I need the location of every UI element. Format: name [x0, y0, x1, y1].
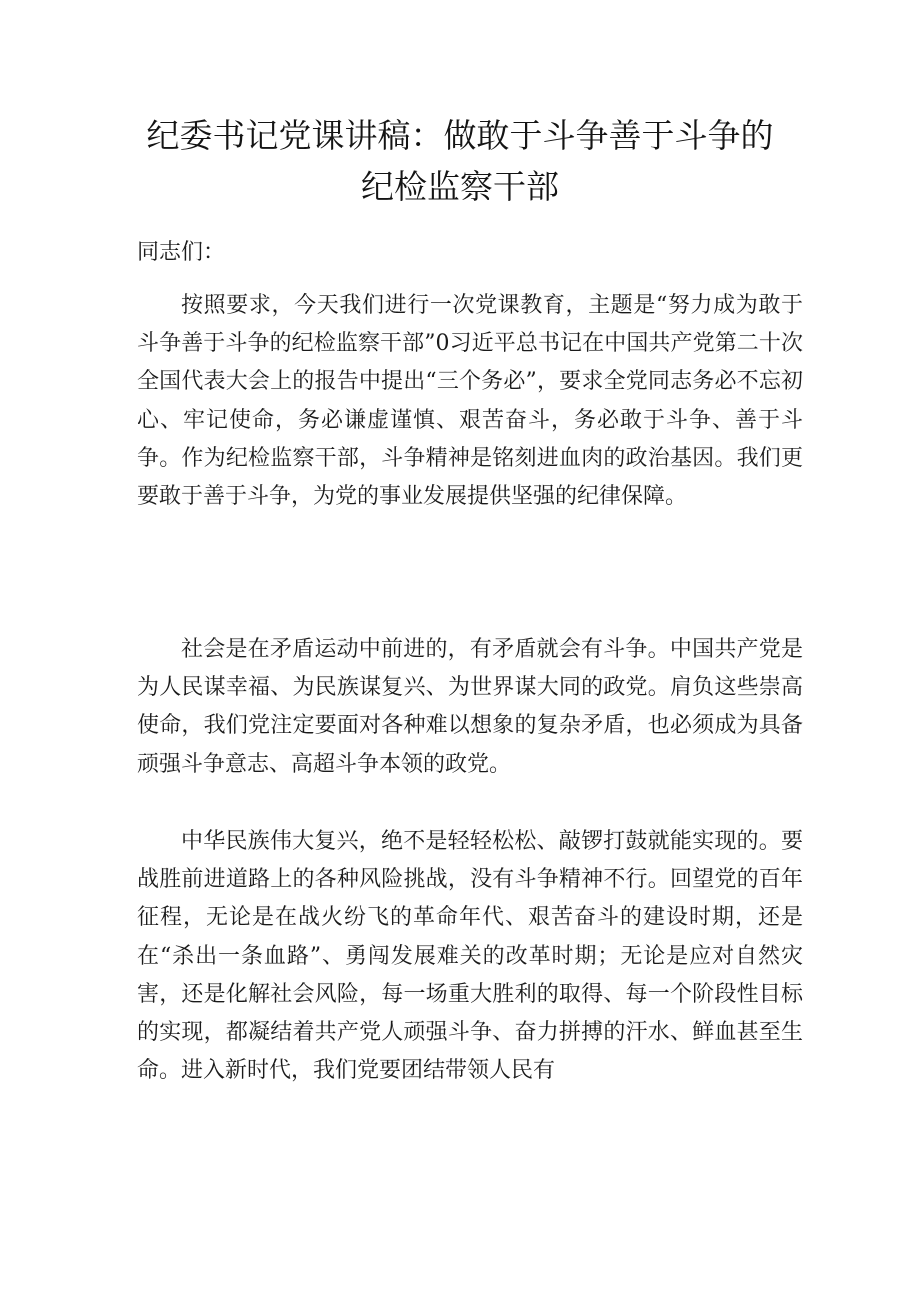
salutation: 同志们： [137, 240, 226, 265]
document-title-line-1: 纪委书记党课讲稿：做敢于斗争善于斗争的 [146, 116, 774, 155]
paragraph-3: 中华民族伟大复兴，绝不是轻轻松松、敲锣打鼓就能实现的。要战胜前进道路上的各种风险挑战，没有斗争精神不行。回望党的百年征程，无论是在战火纷飞的革命年代、艰苦奋斗的建设时期，还是在“杀出一条血路”、勇闯发展难关的改革时期；无论是应对自然灾害，还是化解社会风险，每一场重大胜利的取得、每一个阶段性目标的实现，都凝结着共产党人顽强斗争、奋力拼搏的汗水、鲜血甚至生命。进入新时代，我们党要团结带领人民有 [137, 829, 803, 1084]
paragraph-1: 按照要求，今天我们进行一次党课教育，主题是“努力成为敢于斗争善于斗争的纪检监察干部”0习近平总书记在中国共产党第二十次全国代表大会上的报告中提出“三个务必”，要求全党同志务必不忘初心、牢记使命，务必谦虚谨慎、艰苦奋斗，务必敢于斗争、善于斗争。作为纪检监察干部，斗争精神是铭刻进血肉的政治基因。我们更要敢于善于斗争，为党的事业发展提供坚强的纪律保障。 [137, 293, 803, 510]
document-title-line-2: 纪检监察干部 [361, 167, 559, 206]
paragraph-2: 社会是在矛盾运动中前进的，有矛盾就会有斗争。中国共产党是为人民谋幸福、为民族谋复兴、为世界谋大同的政党。肩负这些崇高使命，我们党注定要面对各种难以想象的复杂矛盾，也必须成为具备顽强斗争意志、高超斗争本领的政党。 [137, 637, 803, 777]
